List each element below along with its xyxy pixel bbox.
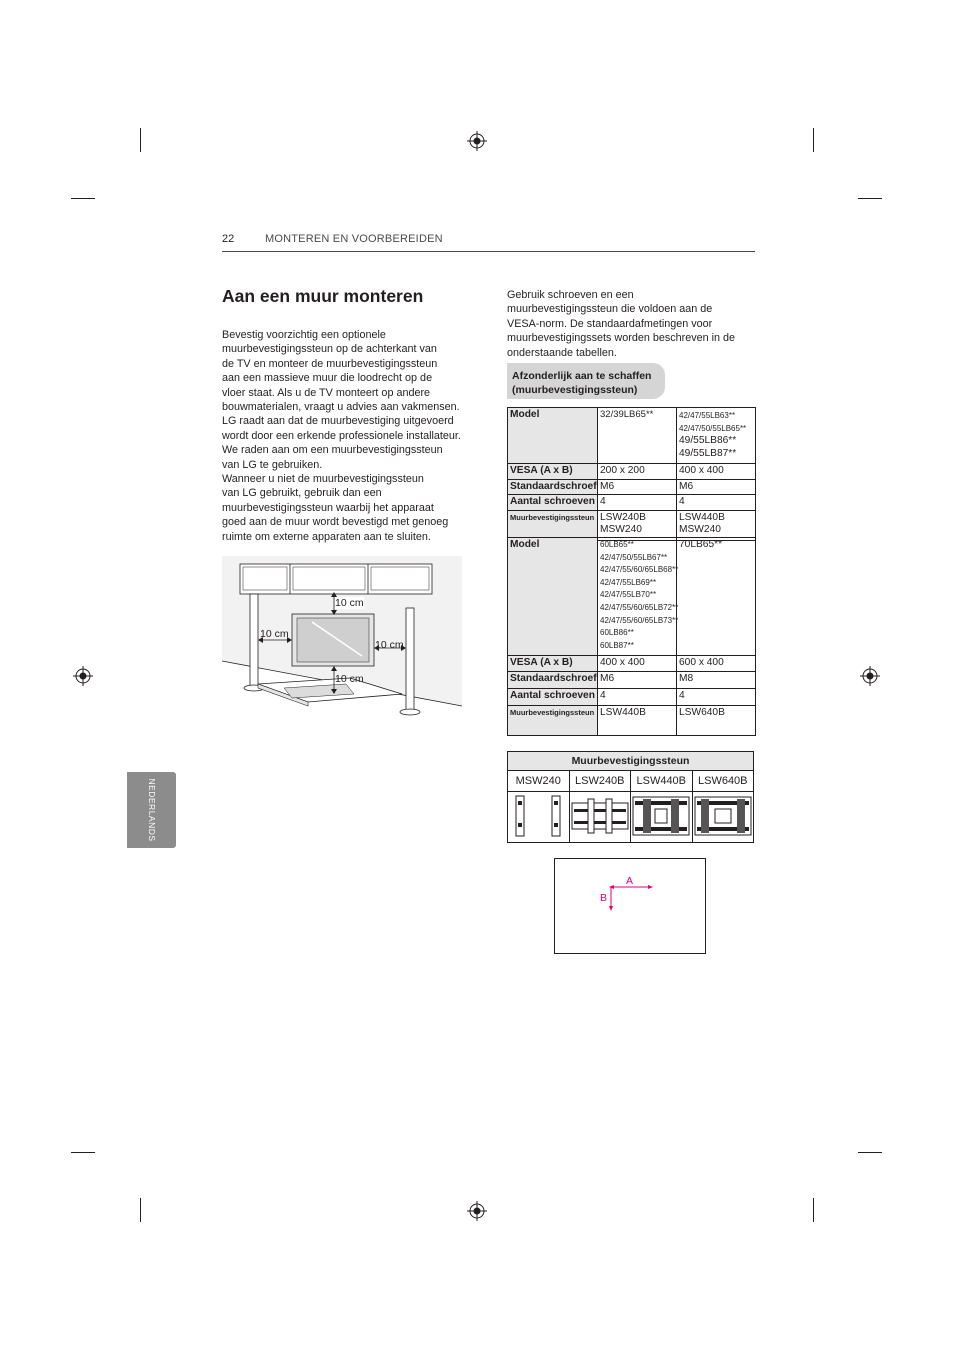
table-row (508, 538, 756, 656)
row-label-model: Model (508, 408, 598, 464)
row-label-vesa: VESA (A x B) (508, 656, 598, 672)
row-label-model: Model (508, 538, 598, 656)
row-label-bracket: Muurbevestigingssteun (508, 706, 598, 736)
intro-paragraph (222, 328, 474, 544)
registration-mark-icon (466, 1200, 488, 1222)
bracket-value: LSW240B (600, 511, 646, 523)
section-heading: MONTEREN EN VOORBEREIDEN (265, 233, 443, 245)
crop-mark (858, 1152, 882, 1153)
bracket-image-cell (508, 792, 570, 843)
bracket-lsw640b-icon (693, 793, 753, 839)
crop-mark (140, 1198, 141, 1222)
model-value: 49/55LB87** (679, 447, 737, 459)
table-row (508, 672, 756, 689)
row-label-screw: Standaardschroef (508, 672, 598, 689)
text-line: We raden aan om een muurbevestigingssteun (222, 444, 443, 457)
model-value: 42/47/50/55LB65** (679, 424, 747, 433)
table-cell (677, 510, 756, 540)
row-label-screw-count: Aantal schroeven (508, 495, 598, 511)
badge-line: (muurbevestigingssteun) (512, 384, 638, 396)
table-cell: M6 (677, 479, 756, 495)
bracket-table (507, 751, 754, 843)
model-value: 42/47/55/60/65LB68** (600, 565, 679, 575)
table-cell: 70LB65** (677, 538, 756, 656)
header-divider (222, 251, 755, 252)
table-cell (677, 408, 756, 464)
table-row (508, 771, 754, 792)
table-row (508, 479, 756, 495)
table-row (508, 689, 756, 706)
crop-mark (140, 128, 141, 152)
clearance-label-right: 10 cm (375, 639, 404, 651)
table-cell: 200 x 200 (598, 464, 677, 480)
clearance-label-left: 10 cm (260, 628, 289, 640)
model-value: 42/47/55LB63** (679, 411, 736, 420)
table-cell (598, 538, 677, 656)
text-line: wordt door een erkende professionele installateur. (222, 429, 461, 442)
text-line: de TV en monteer de muurbevestigingssteun (222, 357, 438, 370)
bracket-name: MSW240 (508, 771, 570, 792)
bracket-image-cell (692, 792, 754, 843)
table-cell: 400 x 400 (677, 464, 756, 480)
text-line: van LG gebruikt, gebruik dan een (222, 487, 382, 500)
dimension-label-a: A (626, 875, 634, 887)
vesa-paragraph (507, 288, 757, 360)
text-line: muurbevestigingssteun waarbij het apparaat (222, 501, 434, 514)
bracket-name: LSW640B (692, 771, 754, 792)
table-row (508, 495, 756, 511)
row-label-screw: Standaardschroef (508, 479, 598, 495)
table-row (508, 752, 754, 771)
registration-mark-icon (466, 130, 488, 152)
bracket-name: LSW440B (631, 771, 693, 792)
bracket-msw240-icon (510, 793, 566, 839)
bracket-value: MSW240 (679, 524, 721, 535)
row-label-screw-count: Aantal schroeven (508, 689, 598, 706)
registration-mark-icon (72, 665, 94, 687)
table-cell: M8 (677, 672, 756, 689)
language-tab-label: NEDERLANDS (146, 778, 157, 842)
text-line: van LG te gebruiken. (222, 458, 323, 471)
model-value: 60LB86** (600, 628, 634, 638)
crop-mark (858, 198, 882, 199)
vesa-dimension-arrows (555, 859, 705, 953)
row-label-bracket: Muurbevestigingssteun (508, 510, 598, 540)
model-value: 49/55LB86** (679, 435, 737, 446)
table-row (508, 408, 756, 464)
text-line: Wanneer u niet de muurbevestigingssteun (222, 473, 424, 486)
text-line: Bevestig voorzichtig een optionele (222, 329, 386, 341)
spec-table-2 (507, 537, 756, 736)
text-line: vloer staat. Als u de TV monteert op andere (222, 386, 431, 399)
model-value: 60LB65** (600, 540, 634, 549)
text-line: muurbevestigingssteun op de achterkant van (222, 343, 437, 356)
wall-mount-illustration (222, 556, 462, 716)
page-title: Aan een muur monteren (222, 286, 424, 306)
table-cell: 400 x 400 (598, 656, 677, 672)
model-value: 42/47/55LB69** (600, 577, 657, 587)
bracket-value: LSW440B (679, 511, 725, 523)
text-line: aan een massieve muur die loodrecht op de (222, 372, 433, 385)
text-line: onderstaande tabellen. (507, 346, 617, 359)
model-value: 42/47/55/60/65LB73** (600, 615, 679, 625)
text-line: muurbevestigingssteun die voldoen aan de (507, 303, 713, 316)
table-row (508, 656, 756, 672)
table-cell (598, 408, 677, 464)
registration-mark-icon (859, 665, 881, 687)
page-number: 22 (222, 233, 235, 245)
clearance-label-top: 10 cm (335, 597, 364, 609)
text-line: Gebruik schroeven en een (507, 289, 634, 301)
row-label-vesa: VESA (A x B) (508, 464, 598, 480)
crop-mark (813, 1198, 814, 1222)
spec-table-1 (507, 407, 756, 541)
table-cell: 600 x 400 (677, 656, 756, 672)
crop-mark (71, 1152, 95, 1153)
text-line: ruimte om externe apparaten aan te sluiten. (222, 530, 431, 543)
table-cell: M6 (598, 479, 677, 495)
table-cell: 4 (677, 689, 756, 706)
dimension-label-b: B (600, 892, 608, 904)
text-line: muurbevestigingssets worden beschreven in de (507, 332, 736, 345)
model-value: 60LB87** (600, 640, 634, 650)
crop-mark (813, 128, 814, 152)
table-cell: 4 (598, 495, 677, 511)
table-row (508, 464, 756, 480)
model-value: 42/47/55/60/65LB72** (600, 602, 679, 612)
table-cell: 4 (677, 495, 756, 511)
bracket-table-header: Muurbevestigingssteun (508, 752, 754, 771)
model-value: 42/47/50/55LB67** (600, 552, 668, 562)
table-cell: 4 (598, 689, 677, 706)
model-value: 32/39LB65** (600, 409, 654, 420)
text-line: bouwmaterialen, vraagt u advies aan vakmensen. (222, 401, 460, 414)
bracket-name: LSW240B (569, 771, 631, 792)
table-cell: LSW440B (598, 706, 677, 736)
text-line: goed aan de muur wordt bevestigd met genoeg (222, 516, 449, 529)
bracket-image-cell (631, 792, 693, 843)
text-line: LG raadt aan dat de muurbevestiging uitgevoerd (222, 415, 454, 428)
table-row (508, 792, 754, 843)
table-cell (598, 510, 677, 540)
purchase-separately-badge (507, 363, 665, 399)
vesa-dimension-diagram (554, 858, 706, 954)
bracket-value: MSW240 (600, 524, 642, 535)
bracket-lsw440b-icon (631, 793, 691, 839)
table-row (508, 510, 756, 540)
crop-mark (71, 198, 95, 199)
text-line: VESA-norm. De standaardafmetingen voor (507, 317, 713, 330)
clearance-label-bottom: 10 cm (335, 673, 364, 685)
table-cell: M6 (598, 672, 677, 689)
bracket-image-cell (569, 792, 631, 843)
model-value: 42/47/55LB70** (600, 590, 657, 600)
table-cell: LSW640B (677, 706, 756, 736)
badge-line: Afzonderlijk aan te schaffen (512, 370, 652, 382)
table-row (508, 706, 756, 736)
bracket-lsw240b-icon (570, 793, 630, 839)
language-tab (127, 772, 176, 848)
